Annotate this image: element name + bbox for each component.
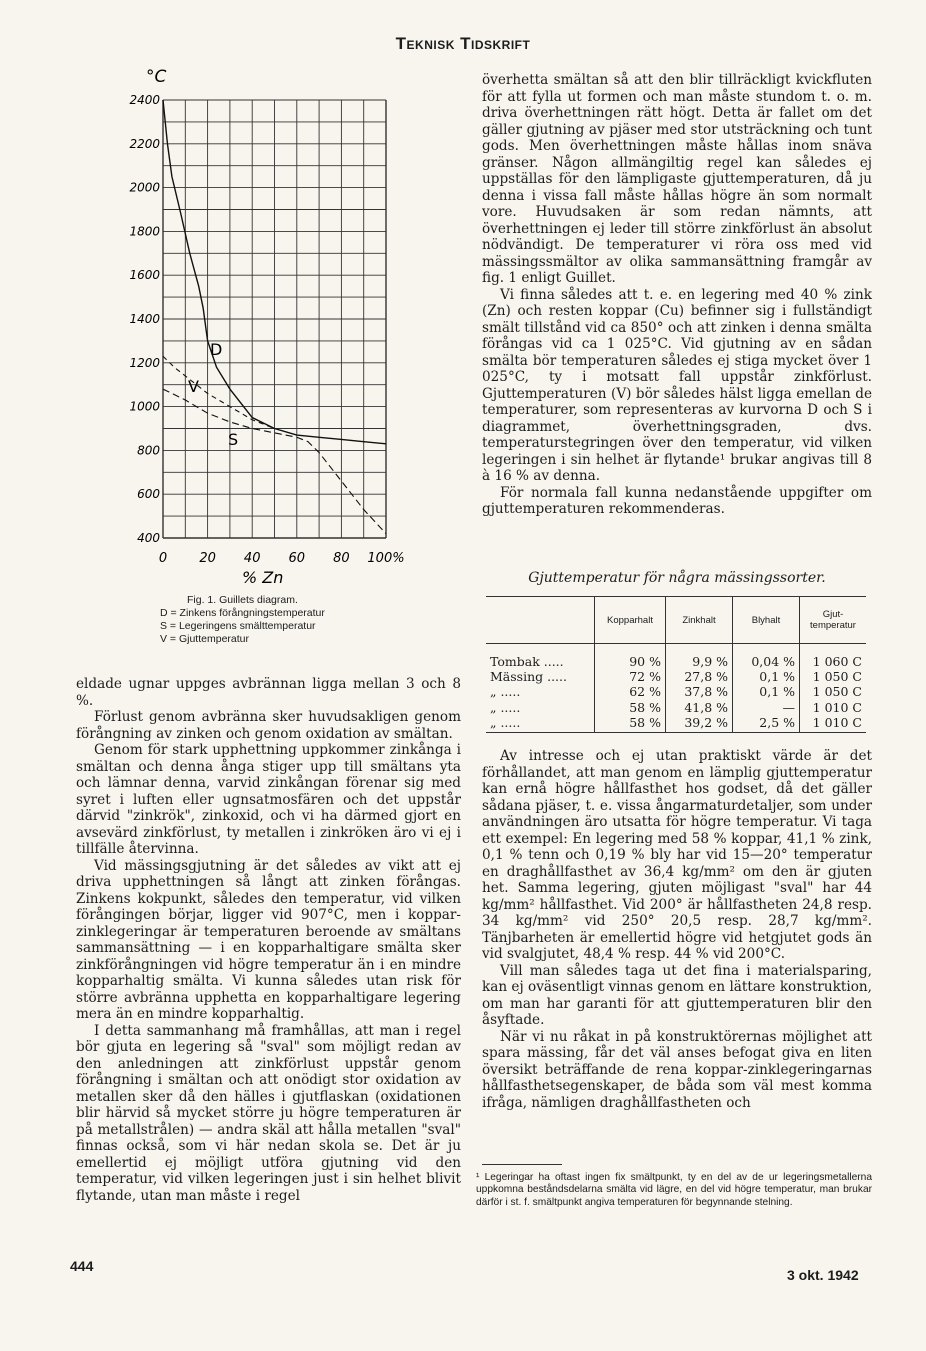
masthead: Teknisk Tidskrift	[395, 34, 531, 53]
table-row	[486, 644, 866, 670]
table-cell: 58 %	[595, 700, 666, 715]
table-cell: 1 010 C	[800, 700, 867, 715]
paragraph: Vi finna således att t. e. en legering med 40 % zink (Zn) och resten koppar (Cu) befinner sig i fullständigt smält tillstånd vid ca 850° och att zinken i denna smälta förångas vid ca 1 025°C. Vid gjutning av en sådan smälta bör temperaturen således ej stiga mycket över 1 025°C, ty i motsatt fall uppstår zinkförlust. Gjuttemperaturen (V) bör således hälst ligga emellan de temperaturer, som representeras av kurvorna D och S i diagrammet, överhettningsgraden, dvs. temperaturstegringen över den temperatur, vid vilken legeringen i sin helhet är flytande¹ brukar angivas till 8 à 16 % av denna.	[482, 286, 872, 484]
alloy-name-cell: „ .....	[490, 684, 521, 700]
y-tick-label: 1800	[129, 224, 160, 239]
table-cell: 62 %	[595, 684, 666, 699]
curve-label-s: S	[228, 430, 239, 449]
curve-label-v: V	[188, 377, 199, 396]
caption-line-d: D = Zinkens förångningstemperatur	[160, 607, 325, 619]
table-cell: 2,5 %	[733, 715, 800, 733]
right-column-bottom	[482, 748, 872, 1111]
table-header-cell: Zinkhalt	[666, 597, 733, 644]
table-header-cell: Kopparhalt	[595, 597, 666, 644]
table-body	[486, 644, 866, 733]
x-tick-label: 40	[243, 551, 261, 566]
table-cell: 72 %	[595, 669, 666, 684]
y-tick-label: 1200	[129, 355, 160, 370]
alloy-name-cell: Tombak .....	[490, 654, 564, 669]
paragraph: Av intresse och ej utan praktiskt värde är det förhållandet, att man genom en lämplig gjuttemperatur kan ernå högre hållfasthet hos godset, då det gäller sådana pjäser, t. e. vissa ångarmaturdetaljer, som under användningen äro utsatta för högre temperatur. Vi taga ett exempel: En legering med 58 % koppar, 41,1 % zink, 0,1 % tenn och 0,19 % bly har vid 15—20° temperatur en draghållfasthet av 36,4 kg/mm² om den är gjuten het. Samma legering, gjuten möjligast "sval" har 44 kg/mm² hållfasthet. Vid 200° är hållfastheten 24,8 resp. 34 kg/mm² vid 250° 20,5 resp. 28,7 kg/mm². Tänjbarheten är emellertid högre vid hetgjutet gods än vid svalgjutet, 48,4 % resp. 44 % vid 200°C.	[482, 748, 872, 962]
table-cell: 39,2 %	[666, 715, 733, 733]
table-cell: 9,9 %	[666, 644, 733, 670]
table-header-cell	[486, 597, 595, 644]
table-cell: 58 %	[595, 715, 666, 733]
footnote-rule	[482, 1164, 562, 1165]
y-tick-label: 400	[137, 531, 160, 545]
paragraph: Vill man således taga ut det fina i materialsparing, kan ej oväsentligt vinnas genom en lättare konstruktion, om man har garanti för att gjuttemperaturen blir den åsyftade.	[482, 962, 872, 1028]
table-cell: 0,1 %	[733, 684, 800, 699]
chart-grid	[163, 100, 386, 538]
y-tick-label: 600	[137, 487, 160, 502]
table-cell: 41,8 %	[666, 700, 733, 715]
table-cell: 27,8 %	[666, 669, 733, 684]
paragraph: Förlust genom avbränna sker huvudsakligen genom förångning av zinken och genom oxidation av smältan.	[76, 709, 461, 742]
paragraph: Vid mässingsgjutning är det således av vikt att ej driva upphettningen så långt att zinken förångas. Zinkens kokpunkt, således den temperatur, vid vilken förångingen börjar, ligger vid 907°C, men i koppar-zinklegeringar är temperaturen beroende av smältans sammansättning — i en kopparhaltigare smälta sker zinkförångningen vid högre temperatur än i en mindre kopparhaltig smälta. Vi kunna således utan risk för större avbränna upphetta en kopparhaltigare legering mera än en mindre kopparhaltig.	[76, 857, 461, 1022]
table-row	[486, 715, 866, 733]
paragraph: När vi nu råkat in på konstruktörernas möjlighet att spara mässing, får det väl anses befogat giva en liten översikt beträffande de rena koppar-zinklegeringarnas hållfasthetsegenskaper, de båda som väl mest komma ifråga, nämligen draghållfastheten och	[482, 1028, 872, 1111]
y-tick-label: 1600	[129, 268, 160, 283]
x-tick-label: 100%	[367, 551, 405, 566]
table-cell: 1 010 C	[800, 715, 867, 733]
table-header-cell: Gjut-temperatur	[800, 597, 867, 644]
y-unit-label: °C	[146, 67, 167, 87]
y-axis-ticks	[129, 93, 160, 545]
issue-date: 3 okt. 1942	[787, 1267, 859, 1283]
table-row	[486, 700, 866, 715]
x-axis-ticks	[159, 551, 405, 566]
y-tick-label: 2400	[129, 93, 160, 107]
alloy-table	[486, 596, 866, 733]
table-wrapper	[486, 596, 866, 733]
paragraph: eldade ugnar uppges avbrännan ligga mellan 3 och 8 %.	[76, 676, 461, 709]
alloy-name-cell: Mässing .....	[490, 669, 567, 685]
table-cell: 37,8 %	[666, 684, 733, 699]
curve-v-line	[163, 356, 275, 428]
paragraph: I detta sammanhang må framhållas, att man i regel bör gjuta en legering så "sval" som möjligt redan av den anledningen att zinkförlust uppstår genom förångning i smältan och att onödigt stor oxidation av metallen sker då den hälles i gjutflaskan (oxidationen blir härvid så mycket större ju högre temperaturen är på metallstrålen) — andra skäl att hålla metallen "sval" finnas också, som vi här nedan skola se. Det är ju emellertid ej möjligt utföra gjutning vid den temperatur, vid vilken legeringen just i sin helhet blivit flytande, utan man måste i regel	[76, 1022, 461, 1204]
table-cell: 0,04 %	[733, 644, 800, 670]
y-tick-label: 800	[137, 443, 160, 458]
footnote: ¹ Legeringar ha oftast ingen fix smältpunkt, ty en del av de ur legeringsmetallerna uppkomna beståndsdelarna smälta vid lägre, en del vid högre temperatur, man brukar därför i st. f. smältpunkt angiva temperaturen för begynnande stelning.	[476, 1172, 872, 1208]
right-column-top	[482, 72, 872, 518]
paragraph: överhetta smältan så att den blir tillräckligt kvickfluten för att fylla ut formen och man måste stundom t. o. m. driva överhettningen rätt högt. Detta är fallet om det gäller gjutning av pjäser med stor utsträckning och tunt gods. Men överhettningen måste hållas inom snäva gränser. Någon allmängiltig regel kan således ej uppställas för den lämpligaste gjuttemperaturen, då ju denna i vissa fall måste hållas högre än som normalt vore. Huvudsaken är som redan nämnts, att överhettningen ej leder till större zinkförlust än absolut nödvändigt. De temperaturer vi röra oss med vid mässingssmältor av olika sammansättning framgår av fig. 1 enligt Guillet.	[482, 72, 872, 286]
caption-line-v: V = Gjuttemperatur	[160, 633, 249, 645]
table-title: Gjuttemperatur för några mässingssorter.	[528, 570, 826, 586]
alloy-name-cell: „ .....	[486, 715, 595, 733]
y-tick-label: 2000	[129, 180, 160, 195]
table-row	[486, 684, 866, 699]
y-tick-label: 1400	[129, 312, 160, 326]
table-header-row	[486, 597, 866, 644]
table-header-cell: Blyhalt	[733, 597, 800, 644]
table-cell: —	[733, 700, 800, 715]
table-cell: 1 050 C	[800, 669, 867, 684]
x-axis-label: % Zn	[242, 568, 284, 587]
y-tick-label: 1000	[129, 399, 160, 414]
curve-label-d: D	[210, 340, 223, 359]
x-tick-label: 60	[288, 551, 306, 566]
paragraph: Genom för stark upphettning uppkommer zinkånga i smältan och denna ånga stiger upp till smältans yta och lämnar denna, varvid zinkångan förenar sig med syret i luften eller ugnsatmosfären och det uppstår därvid "zinkrök", zinkoxid, och vi ha därmed gjort en avsevärd zinkförlust, ty metallen i zinkröken äro vi ej i tillfälle återvinna.	[76, 742, 461, 857]
paragraph: För normala fall kunna nedanstående uppgifter om gjuttemperaturen rekommenderas.	[482, 484, 872, 517]
figure-caption	[160, 594, 420, 646]
x-tick-label: 0	[158, 551, 168, 566]
guillet-diagram	[118, 60, 418, 592]
table-cell: 0,1 %	[733, 669, 800, 684]
x-tick-label: 80	[333, 551, 350, 566]
left-column	[76, 676, 461, 1204]
alloy-name-cell: „ .....	[490, 699, 521, 715]
table-row	[486, 669, 866, 684]
table-cell: 1 050 C	[800, 684, 867, 699]
y-tick-label: 2200	[129, 136, 160, 151]
x-tick-label: 20	[199, 551, 216, 566]
table-cell: 1 060 C	[800, 644, 867, 670]
page-number: 444	[70, 1258, 94, 1274]
caption-title: Fig. 1. Guillets diagram.	[187, 594, 298, 606]
caption-line-s: S = Legeringens smälttemperatur	[160, 620, 316, 632]
table-cell: 90 %	[595, 644, 666, 670]
